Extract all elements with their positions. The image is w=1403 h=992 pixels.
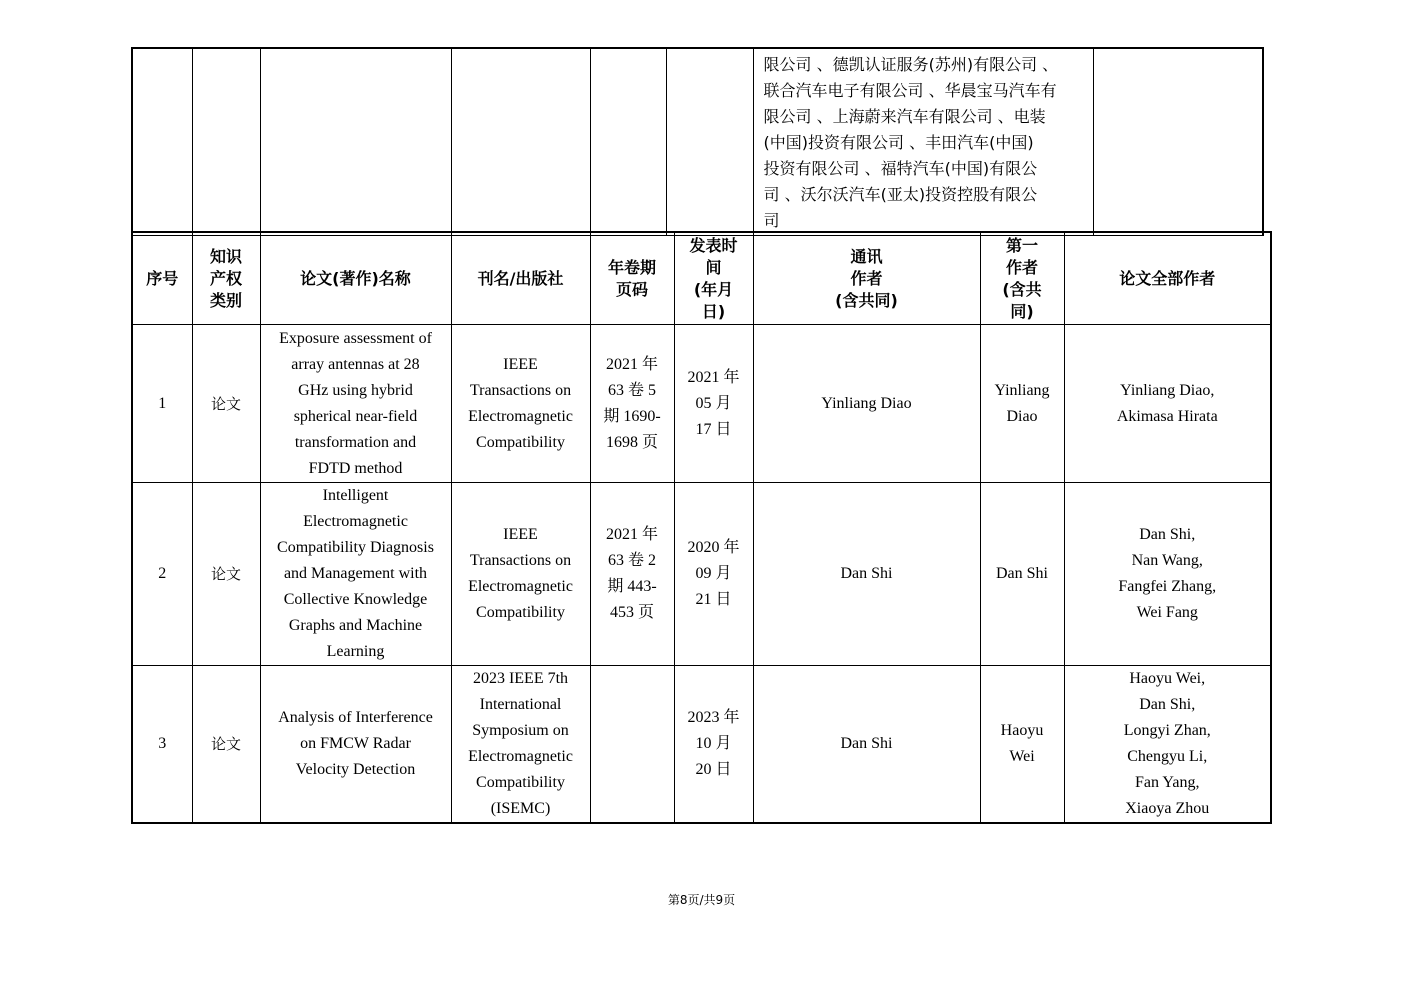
row-first-author: Dan Shi (980, 483, 1064, 666)
header-journal: 刊名/出版社 (451, 232, 590, 325)
row-date: 2021 年 05 月 17 日 (674, 325, 753, 483)
continuation-empty-cell (132, 48, 192, 236)
continuation-empty-cell (192, 48, 260, 236)
header-index: 序号 (132, 232, 192, 325)
papers-table (131, 231, 1272, 824)
header-first-author: 第一 作者 (含共 同) (980, 232, 1064, 325)
row-journal: IEEE Transactions on Electromagnetic Compatibility (451, 325, 590, 483)
row-index: 1 (132, 325, 192, 483)
row-all-authors: Haoyu Wei, Dan Shi, Longyi Zhan, Chengyu Li, Fan Yang, Xiaoya Zhou (1064, 666, 1271, 824)
header-row (132, 232, 1271, 325)
header-title: 论文(著作)名称 (260, 232, 451, 325)
row-journal: 2023 IEEE 7th International Symposium on Electromagnetic Compatibility (ISEMC) (451, 666, 590, 824)
continuation-empty-cell (260, 48, 451, 236)
row-type: 论文 (192, 483, 260, 666)
table-row (132, 483, 1271, 666)
continuation-empty-cell (590, 48, 666, 236)
row-volume: 2021 年 63 卷 5 期 1690- 1698 页 (590, 325, 674, 483)
row-type: 论文 (192, 666, 260, 824)
row-first-author: Haoyu Wei (980, 666, 1064, 824)
header-volume: 年卷期 页码 (590, 232, 674, 325)
row-title: Intelligent Electromagnetic Compatibility Diagnosis and Management with Collective Knowledge Graphs and Machine Learning (260, 483, 451, 666)
table-row (132, 325, 1271, 483)
row-corresponding-author: Yinliang Diao (753, 325, 980, 483)
row-date: 2023 年 10 月 20 日 (674, 666, 753, 824)
header-ip-type: 知识 产权 类别 (192, 232, 260, 325)
continuation-empty-cell (451, 48, 590, 236)
page-number: 第8页/共9页 (667, 893, 736, 907)
continuation-empty-cell (1093, 48, 1263, 236)
row-all-authors: Dan Shi, Nan Wang, Fangfei Zhang, Wei Fang (1064, 483, 1271, 666)
continuation-organizations: 限公司 、德凯认证服务(苏州)有限公司 、 联合汽车电子有限公司 、华晨宝马汽车有 限公司 、上海蔚来汽车有限公司 、电装 (中国)投资有限公司 、丰田汽车(中国) 投资有限公司 、福特汽车(中国)有限公 司 、沃尔沃汽车(亚太)投资控股有限公 司 (753, 48, 1093, 236)
continuation-empty-cell (666, 48, 753, 236)
row-journal: IEEE Transactions on Electromagnetic Compatibility (451, 483, 590, 666)
header-date: 发表时 间 (年月 日) (674, 232, 753, 325)
row-all-authors: Yinliang Diao, Akimasa Hirata (1064, 325, 1271, 483)
row-volume (590, 666, 674, 824)
row-corresponding-author: Dan Shi (753, 666, 980, 824)
row-volume: 2021 年 63 卷 2 期 443- 453 页 (590, 483, 674, 666)
row-title: Exposure assessment of array antennas at 28 GHz using hybrid spherical near-field transformation and FDTD method (260, 325, 451, 483)
row-date: 2020 年 09 月 21 日 (674, 483, 753, 666)
continuation-table (131, 47, 1264, 236)
row-title: Analysis of Interference on FMCW Radar Velocity Detection (260, 666, 451, 824)
header-all-authors: 论文全部作者 (1064, 232, 1271, 325)
row-first-author: Yinliang Diao (980, 325, 1064, 483)
row-type: 论文 (192, 325, 260, 483)
header-corresponding-author: 通讯 作者 (含共同) (753, 232, 980, 325)
row-index: 2 (132, 483, 192, 666)
table-row (132, 666, 1271, 824)
row-corresponding-author: Dan Shi (753, 483, 980, 666)
row-index: 3 (132, 666, 192, 824)
